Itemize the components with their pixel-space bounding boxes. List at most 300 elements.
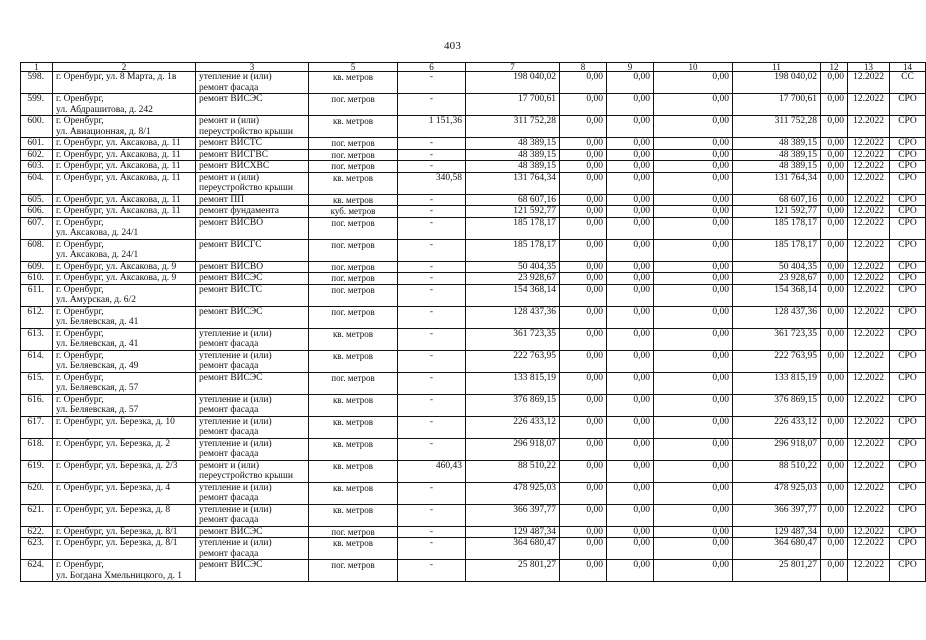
deadline-cell: 12.2022: [848, 504, 890, 526]
total-cost-cell: 131 764,34: [466, 172, 560, 194]
unit-cell: кв. метров: [309, 72, 398, 94]
address-cell: г. Оренбург, ул. Березка, д. 8/1: [53, 526, 196, 538]
fund-col8-cell: 0,00: [560, 504, 607, 526]
deadline-cell: 12.2022: [848, 328, 890, 350]
fund-col11-cell: 376 869,15: [733, 394, 821, 416]
column-header: 11: [733, 63, 821, 72]
total-cost-cell: 48 389,15: [466, 149, 560, 161]
fund-col9-cell: 0,00: [607, 416, 654, 438]
row-number-cell: 603.: [21, 161, 53, 173]
table-row: [21, 284, 926, 306]
fund-col8-cell: 0,00: [560, 72, 607, 94]
total-cost-cell: 185 178,17: [466, 217, 560, 239]
table-row: [21, 261, 926, 273]
fund-col8-cell: 0,00: [560, 328, 607, 350]
fund-col12-cell: 0,00: [821, 416, 848, 438]
address-cell: г. Оренбург, ул. Аксакова, д. 24/1: [53, 239, 196, 261]
volume-cell: -: [398, 72, 466, 94]
fund-col11-cell: 366 397,77: [733, 504, 821, 526]
fund-col11-cell: 311 752,28: [733, 116, 821, 138]
total-cost-cell: 48 389,15: [466, 138, 560, 150]
fund-col11-cell: 361 723,35: [733, 328, 821, 350]
row-number-cell: 622.: [21, 526, 53, 538]
unit-cell: кв. метров: [309, 328, 398, 350]
funding-source-cell: СРО: [890, 328, 926, 350]
table-row: [21, 482, 926, 504]
fund-col12-cell: 0,00: [821, 116, 848, 138]
funding-source-cell: СРО: [890, 239, 926, 261]
funding-source-cell: СРО: [890, 194, 926, 206]
fund-col9-cell: 0,00: [607, 328, 654, 350]
volume-cell: -: [398, 273, 466, 285]
fund-col12-cell: 0,00: [821, 526, 848, 538]
work-type-cell: ремонт ВИСЭС: [196, 526, 309, 538]
funding-source-cell: СРО: [890, 460, 926, 482]
total-cost-cell: 23 928,67: [466, 273, 560, 285]
fund-col9-cell: 0,00: [607, 273, 654, 285]
fund-col10-cell: 0,00: [654, 328, 733, 350]
fund-col9-cell: 0,00: [607, 161, 654, 173]
row-number-cell: 620.: [21, 482, 53, 504]
volume-cell: -: [398, 239, 466, 261]
unit-cell: пог. метров: [309, 138, 398, 150]
fund-col8-cell: 0,00: [560, 284, 607, 306]
address-cell: г. Оренбург, ул. Аксакова, д. 11: [53, 161, 196, 173]
work-type-cell: утепление и (или) ремонт фасада: [196, 394, 309, 416]
fund-col8-cell: 0,00: [560, 239, 607, 261]
fund-col12-cell: 0,00: [821, 284, 848, 306]
address-cell: г. Оренбург, ул. Березка, д. 2: [53, 438, 196, 460]
fund-col9-cell: 0,00: [607, 217, 654, 239]
table-row: [21, 560, 926, 582]
work-type-cell: ремонт ВИСЭС: [196, 560, 309, 582]
fund-col9-cell: 0,00: [607, 206, 654, 218]
deadline-cell: 12.2022: [848, 273, 890, 285]
fund-col9-cell: 0,00: [607, 116, 654, 138]
fund-col10-cell: 0,00: [654, 482, 733, 504]
fund-col12-cell: 0,00: [821, 538, 848, 560]
total-cost-cell: 17 700,61: [466, 94, 560, 116]
deadline-cell: 12.2022: [848, 538, 890, 560]
total-cost-cell: 133 815,19: [466, 372, 560, 394]
funding-source-cell: СРО: [890, 306, 926, 328]
fund-col10-cell: 0,00: [654, 217, 733, 239]
table-row: [21, 206, 926, 218]
address-cell: г. Оренбург, ул. Аксакова, д. 11: [53, 194, 196, 206]
work-type-cell: утепление и (или) ремонт фасада: [196, 438, 309, 460]
work-type-cell: ремонт ВИСЭС: [196, 306, 309, 328]
table-row: [21, 116, 926, 138]
column-header: 8: [560, 63, 607, 72]
fund-col11-cell: 129 487,34: [733, 526, 821, 538]
deadline-cell: 12.2022: [848, 172, 890, 194]
work-type-cell: ремонт ВИСЭС: [196, 94, 309, 116]
fund-col9-cell: 0,00: [607, 504, 654, 526]
fund-col9-cell: 0,00: [607, 438, 654, 460]
work-type-cell: ремонт ВИСГС: [196, 239, 309, 261]
fund-col11-cell: 154 368,14: [733, 284, 821, 306]
funding-source-cell: СРО: [890, 161, 926, 173]
fund-col12-cell: 0,00: [821, 350, 848, 372]
fund-col12-cell: 0,00: [821, 172, 848, 194]
address-cell: г. Оренбург, ул. Березка, д. 8/1: [53, 538, 196, 560]
fund-col8-cell: 0,00: [560, 350, 607, 372]
unit-cell: кв. метров: [309, 172, 398, 194]
address-cell: г. Оренбург, ул. Амурская, д. 6/2: [53, 284, 196, 306]
fund-col10-cell: 0,00: [654, 194, 733, 206]
fund-col10-cell: 0,00: [654, 94, 733, 116]
unit-cell: кв. метров: [309, 416, 398, 438]
table-row: [21, 217, 926, 239]
table-row: [21, 94, 926, 116]
deadline-cell: 12.2022: [848, 560, 890, 582]
fund-col8-cell: 0,00: [560, 138, 607, 150]
unit-cell: пог. метров: [309, 217, 398, 239]
fund-col11-cell: 25 801,27: [733, 560, 821, 582]
fund-col10-cell: 0,00: [654, 161, 733, 173]
column-header: 14: [890, 63, 926, 72]
fund-col11-cell: 133 815,19: [733, 372, 821, 394]
address-cell: г. Оренбург, ул. Беляевская, д. 49: [53, 350, 196, 372]
fund-col9-cell: 0,00: [607, 72, 654, 94]
funding-source-cell: СРО: [890, 372, 926, 394]
table-row: [21, 350, 926, 372]
row-number-cell: 607.: [21, 217, 53, 239]
fund-col8-cell: 0,00: [560, 482, 607, 504]
total-cost-cell: 311 752,28: [466, 116, 560, 138]
fund-col9-cell: 0,00: [607, 94, 654, 116]
work-type-cell: ремонт ВИСТС: [196, 138, 309, 150]
fund-col12-cell: 0,00: [821, 438, 848, 460]
volume-cell: -: [398, 94, 466, 116]
table-row: [21, 149, 926, 161]
fund-col10-cell: 0,00: [654, 149, 733, 161]
fund-col12-cell: 0,00: [821, 504, 848, 526]
total-cost-cell: 88 510,22: [466, 460, 560, 482]
funding-source-cell: СРО: [890, 504, 926, 526]
fund-col9-cell: 0,00: [607, 372, 654, 394]
row-number-cell: 616.: [21, 394, 53, 416]
fund-col10-cell: 0,00: [654, 504, 733, 526]
total-cost-cell: 364 680,47: [466, 538, 560, 560]
total-cost-cell: 222 763,95: [466, 350, 560, 372]
address-cell: г. Оренбург, ул. 8 Марта, д. 1в: [53, 72, 196, 94]
deadline-cell: 12.2022: [848, 416, 890, 438]
funding-source-cell: СРО: [890, 416, 926, 438]
column-header: 2: [53, 63, 196, 72]
column-header: 10: [654, 63, 733, 72]
funding-source-cell: СРО: [890, 217, 926, 239]
table-row: [21, 460, 926, 482]
volume-cell: -: [398, 149, 466, 161]
address-cell: г. Оренбург, ул. Аксакова, д. 9: [53, 273, 196, 285]
volume-cell: -: [398, 261, 466, 273]
unit-cell: кв. метров: [309, 350, 398, 372]
volume-cell: -: [398, 350, 466, 372]
fund-col11-cell: 48 389,15: [733, 161, 821, 173]
fund-col12-cell: 0,00: [821, 239, 848, 261]
funding-source-cell: СРО: [890, 526, 926, 538]
volume-cell: -: [398, 394, 466, 416]
volume-cell: -: [398, 328, 466, 350]
fund-col8-cell: 0,00: [560, 526, 607, 538]
fund-col9-cell: 0,00: [607, 284, 654, 306]
deadline-cell: 12.2022: [848, 206, 890, 218]
column-header: 3: [196, 63, 309, 72]
unit-cell: пог. метров: [309, 161, 398, 173]
volume-cell: -: [398, 416, 466, 438]
deadline-cell: 12.2022: [848, 138, 890, 150]
volume-cell: -: [398, 217, 466, 239]
fund-col9-cell: 0,00: [607, 138, 654, 150]
funding-source-cell: СРО: [890, 273, 926, 285]
page-number: 403: [443, 40, 462, 52]
deadline-cell: 12.2022: [848, 438, 890, 460]
deadline-cell: 12.2022: [848, 149, 890, 161]
fund-col9-cell: 0,00: [607, 526, 654, 538]
table-row: [21, 194, 926, 206]
funding-source-cell: СРО: [890, 284, 926, 306]
volume-cell: -: [398, 482, 466, 504]
funding-source-cell: СРО: [890, 538, 926, 560]
table-row: [21, 416, 926, 438]
row-number-cell: 606.: [21, 206, 53, 218]
fund-col12-cell: 0,00: [821, 261, 848, 273]
address-cell: г. Оренбург, ул. Авиационная, д. 8/1: [53, 116, 196, 138]
deadline-cell: 12.2022: [848, 394, 890, 416]
fund-col12-cell: 0,00: [821, 217, 848, 239]
fund-col9-cell: 0,00: [607, 350, 654, 372]
column-number-header-row: [21, 63, 926, 72]
address-cell: г. Оренбург, ул. Березка, д. 4: [53, 482, 196, 504]
address-cell: г. Оренбург, ул. Беляевская, д. 41: [53, 328, 196, 350]
column-header: 12: [821, 63, 848, 72]
total-cost-cell: 366 397,77: [466, 504, 560, 526]
funding-source-cell: СРО: [890, 116, 926, 138]
row-number-cell: 614.: [21, 350, 53, 372]
column-header: 5: [309, 63, 398, 72]
fund-col8-cell: 0,00: [560, 372, 607, 394]
fund-col8-cell: 0,00: [560, 538, 607, 560]
fund-col8-cell: 0,00: [560, 217, 607, 239]
deadline-cell: 12.2022: [848, 116, 890, 138]
volume-cell: -: [398, 372, 466, 394]
row-number-cell: 619.: [21, 460, 53, 482]
fund-col12-cell: 0,00: [821, 560, 848, 582]
funding-source-cell: СРО: [890, 394, 926, 416]
address-cell: г. Оренбург, ул. Березка, д. 2/3: [53, 460, 196, 482]
fund-col8-cell: 0,00: [560, 460, 607, 482]
unit-cell: пог. метров: [309, 372, 398, 394]
fund-col8-cell: 0,00: [560, 438, 607, 460]
work-type-cell: ремонт фундамента: [196, 206, 309, 218]
fund-col10-cell: 0,00: [654, 538, 733, 560]
row-number-cell: 610.: [21, 273, 53, 285]
table-row: [21, 239, 926, 261]
fund-col12-cell: 0,00: [821, 194, 848, 206]
fund-col11-cell: 48 389,15: [733, 138, 821, 150]
work-type-cell: ремонт ВИСВО: [196, 261, 309, 273]
fund-col12-cell: 0,00: [821, 149, 848, 161]
fund-col9-cell: 0,00: [607, 538, 654, 560]
fund-col10-cell: 0,00: [654, 261, 733, 273]
row-number-cell: 605.: [21, 194, 53, 206]
address-cell: г. Оренбург, ул. Богдана Хмельницкого, д. 1: [53, 560, 196, 582]
deadline-cell: 12.2022: [848, 526, 890, 538]
fund-col11-cell: 23 928,67: [733, 273, 821, 285]
unit-cell: кв. метров: [309, 116, 398, 138]
volume-cell: -: [398, 438, 466, 460]
total-cost-cell: 121 592,77: [466, 206, 560, 218]
unit-cell: пог. метров: [309, 273, 398, 285]
fund-col11-cell: 131 764,34: [733, 172, 821, 194]
total-cost-cell: 48 389,15: [466, 161, 560, 173]
column-header: 1: [21, 63, 53, 72]
work-type-cell: ремонт и (или) переустройство крыши: [196, 172, 309, 194]
fund-col12-cell: 0,00: [821, 482, 848, 504]
fund-col11-cell: 128 437,36: [733, 306, 821, 328]
fund-col12-cell: 0,00: [821, 372, 848, 394]
fund-col10-cell: 0,00: [654, 116, 733, 138]
capital-repair-table: [20, 62, 926, 582]
deadline-cell: 12.2022: [848, 72, 890, 94]
work-type-cell: ремонт ВИСТС: [196, 284, 309, 306]
work-type-cell: ремонт ВИСВО: [196, 217, 309, 239]
table-body: [21, 72, 926, 582]
total-cost-cell: 68 607,16: [466, 194, 560, 206]
work-type-cell: утепление и (или) ремонт фасада: [196, 538, 309, 560]
work-type-cell: ремонт и (или) переустройство крыши: [196, 460, 309, 482]
work-type-cell: ремонт ВИСГВС: [196, 149, 309, 161]
unit-cell: пог. метров: [309, 284, 398, 306]
fund-col8-cell: 0,00: [560, 206, 607, 218]
work-type-cell: ремонт ВИСЭС: [196, 273, 309, 285]
row-number-cell: 618.: [21, 438, 53, 460]
deadline-cell: 12.2022: [848, 482, 890, 504]
fund-col11-cell: 226 433,12: [733, 416, 821, 438]
unit-cell: кв. метров: [309, 460, 398, 482]
funding-source-cell: СРО: [890, 350, 926, 372]
row-number-cell: 602.: [21, 149, 53, 161]
volume-cell: 1 151,36: [398, 116, 466, 138]
fund-col8-cell: 0,00: [560, 273, 607, 285]
deadline-cell: 12.2022: [848, 194, 890, 206]
fund-col10-cell: 0,00: [654, 526, 733, 538]
work-type-cell: ремонт ВИСЭС: [196, 372, 309, 394]
table-row: [21, 306, 926, 328]
fund-col11-cell: 48 389,15: [733, 149, 821, 161]
row-number-cell: 617.: [21, 416, 53, 438]
fund-col11-cell: 17 700,61: [733, 94, 821, 116]
fund-col12-cell: 0,00: [821, 161, 848, 173]
table-row: [21, 504, 926, 526]
unit-cell: кв. метров: [309, 504, 398, 526]
row-number-cell: 599.: [21, 94, 53, 116]
fund-col8-cell: 0,00: [560, 161, 607, 173]
fund-col10-cell: 0,00: [654, 460, 733, 482]
fund-col9-cell: 0,00: [607, 482, 654, 504]
funding-source-cell: СРО: [890, 94, 926, 116]
fund-col9-cell: 0,00: [607, 306, 654, 328]
fund-col11-cell: 198 040,02: [733, 72, 821, 94]
work-type-cell: утепление и (или) ремонт фасада: [196, 328, 309, 350]
volume-cell: 340,58: [398, 172, 466, 194]
volume-cell: -: [398, 138, 466, 150]
fund-col8-cell: 0,00: [560, 149, 607, 161]
total-cost-cell: 478 925,03: [466, 482, 560, 504]
volume-cell: 460,43: [398, 460, 466, 482]
total-cost-cell: 50 404,35: [466, 261, 560, 273]
row-number-cell: 609.: [21, 261, 53, 273]
address-cell: г. Оренбург, ул. Беляевская, д. 57: [53, 394, 196, 416]
fund-col8-cell: 0,00: [560, 261, 607, 273]
funding-source-cell: СРО: [890, 172, 926, 194]
column-header: 9: [607, 63, 654, 72]
row-number-cell: 623.: [21, 538, 53, 560]
table-row: [21, 394, 926, 416]
fund-col9-cell: 0,00: [607, 149, 654, 161]
unit-cell: пог. метров: [309, 239, 398, 261]
address-cell: г. Оренбург, ул. Аксакова, д. 11: [53, 149, 196, 161]
fund-col12-cell: 0,00: [821, 394, 848, 416]
deadline-cell: 12.2022: [848, 284, 890, 306]
volume-cell: -: [398, 284, 466, 306]
total-cost-cell: 128 437,36: [466, 306, 560, 328]
volume-cell: -: [398, 560, 466, 582]
fund-col12-cell: 0,00: [821, 306, 848, 328]
fund-col9-cell: 0,00: [607, 261, 654, 273]
deadline-cell: 12.2022: [848, 261, 890, 273]
fund-col8-cell: 0,00: [560, 394, 607, 416]
unit-cell: кв. метров: [309, 194, 398, 206]
fund-col8-cell: 0,00: [560, 116, 607, 138]
fund-col9-cell: 0,00: [607, 560, 654, 582]
fund-col11-cell: 185 178,17: [733, 239, 821, 261]
table-row: [21, 172, 926, 194]
column-header: 13: [848, 63, 890, 72]
fund-col9-cell: 0,00: [607, 394, 654, 416]
volume-cell: -: [398, 306, 466, 328]
table-row: [21, 328, 926, 350]
total-cost-cell: 198 040,02: [466, 72, 560, 94]
fund-col8-cell: 0,00: [560, 194, 607, 206]
total-cost-cell: 296 918,07: [466, 438, 560, 460]
address-cell: г. Оренбург, ул. Аксакова, д. 11: [53, 206, 196, 218]
total-cost-cell: 185 178,17: [466, 239, 560, 261]
work-type-cell: утепление и (или) ремонт фасада: [196, 482, 309, 504]
address-cell: г. Оренбург, ул. Абдрашитова, д. 242: [53, 94, 196, 116]
fund-col10-cell: 0,00: [654, 239, 733, 261]
fund-col12-cell: 0,00: [821, 273, 848, 285]
work-type-cell: ремонт ВИСХВС: [196, 161, 309, 173]
fund-col11-cell: 121 592,77: [733, 206, 821, 218]
table-row: [21, 538, 926, 560]
total-cost-cell: 25 801,27: [466, 560, 560, 582]
funding-source-cell: СРО: [890, 261, 926, 273]
address-cell: г. Оренбург, ул. Аксакова, д. 11: [53, 138, 196, 150]
fund-col8-cell: 0,00: [560, 172, 607, 194]
fund-col8-cell: 0,00: [560, 306, 607, 328]
fund-col11-cell: 68 607,16: [733, 194, 821, 206]
row-number-cell: 612.: [21, 306, 53, 328]
fund-col10-cell: 0,00: [654, 350, 733, 372]
volume-cell: -: [398, 538, 466, 560]
work-type-cell: утепление и (или) ремонт фасада: [196, 350, 309, 372]
unit-cell: кв. метров: [309, 538, 398, 560]
fund-col10-cell: 0,00: [654, 416, 733, 438]
fund-col12-cell: 0,00: [821, 328, 848, 350]
fund-col12-cell: 0,00: [821, 460, 848, 482]
